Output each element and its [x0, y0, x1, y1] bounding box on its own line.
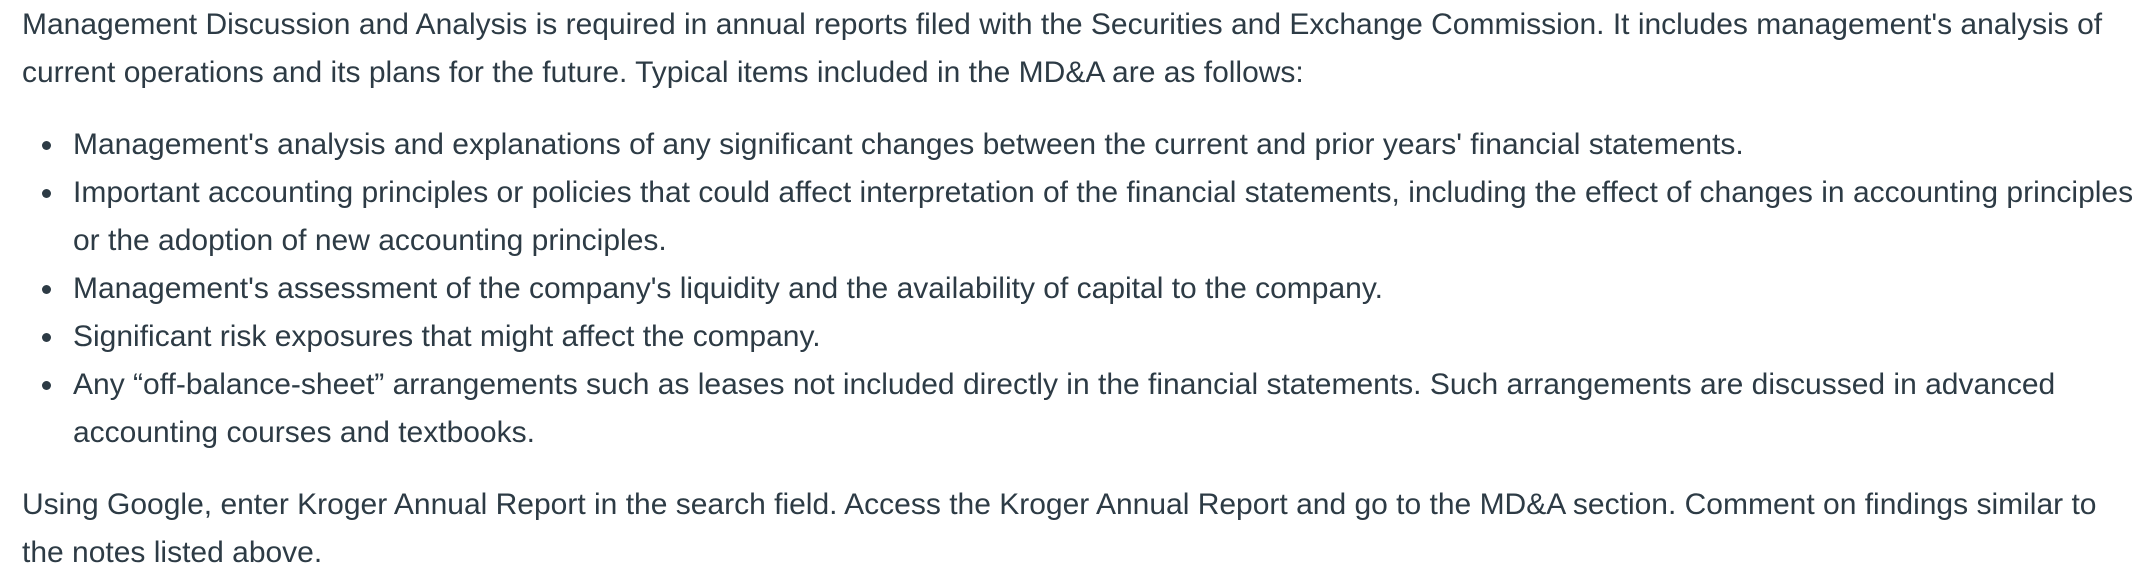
assignment-content: [22, 1, 2142, 577]
instruction-paragraph: Using Google, enter Kroger Annual Report in the search field. Access the Kroger Annual Report and go to the MD&A section. Comment on findings similar to the notes listed above.: [22, 488, 2097, 569]
list-item-text: Management's assessment of the company's liquidity and the availability of capital to the company.: [73, 272, 1383, 305]
bullet-icon: [42, 381, 51, 390]
bullet-icon: [42, 189, 51, 198]
list-item: [22, 121, 2142, 169]
list-item-text: Significant risk exposures that might affect the company.: [73, 320, 821, 353]
bullet-icon: [42, 141, 51, 150]
list-item: [22, 361, 2142, 457]
list-item: [22, 169, 2142, 265]
mda-items-list: [22, 121, 2142, 457]
list-item-text: Important accounting principles or policies that could affect interpretation of the financial statements, including the effect of changes in accounting principles or the adoption of new accounting principles.: [73, 176, 2134, 257]
list-item: [22, 265, 2142, 313]
list-item: [22, 313, 2142, 361]
bullet-icon: [42, 285, 51, 294]
bullet-icon: [42, 333, 51, 342]
intro-paragraph: Management Discussion and Analysis is required in annual reports filed with the Securities and Exchange Commission. It includes management's analysis of current operations and its plans for the future. Typical items included in the MD&A are as follows:: [22, 8, 2103, 89]
list-item-text: Management's analysis and explanations of any significant changes between the current and prior years' financial statements.: [73, 128, 1744, 161]
list-item-text: Any “off-balance-sheet” arrangements such as leases not included directly in the financial statements. Such arrangements are discussed in advanced accounting courses and textbooks.: [73, 368, 2056, 449]
